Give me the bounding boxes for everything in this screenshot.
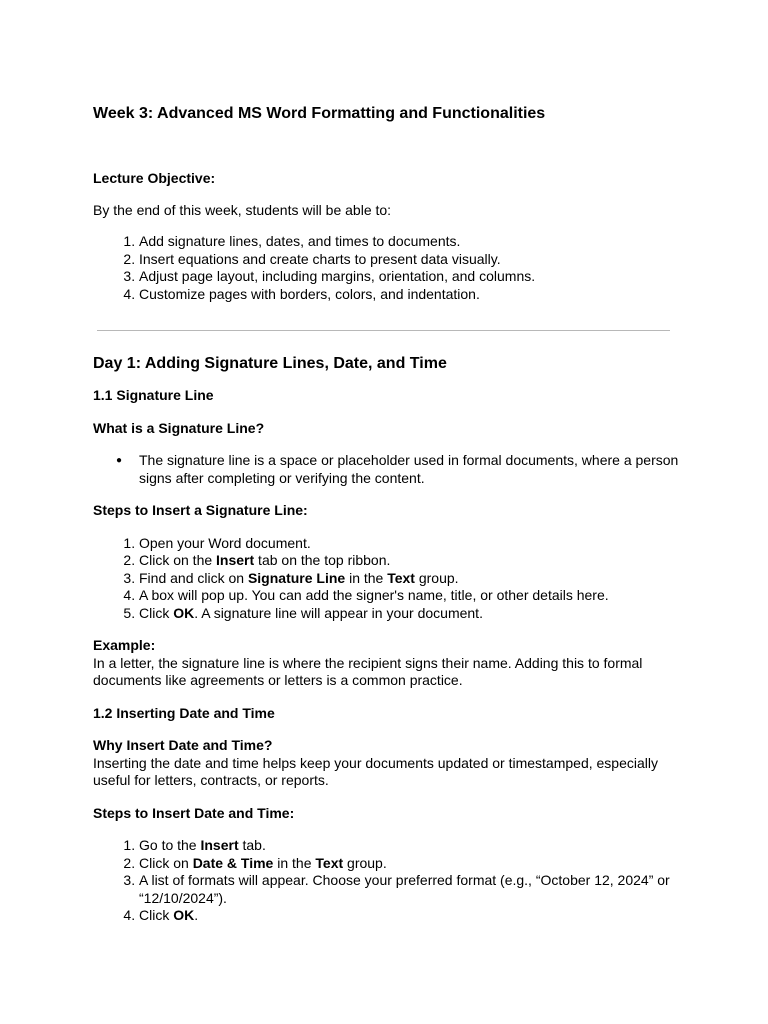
list-item xyxy=(139,605,683,623)
spacer xyxy=(93,188,683,202)
list-item: 4. Customize pages with borders, colors, and indentation. xyxy=(139,286,683,304)
list-item: 3. Adjust page layout, including margins, orientation, and columns. xyxy=(139,268,683,286)
step-text: tab on the top ribbon. xyxy=(254,552,391,568)
list-item xyxy=(139,907,683,925)
step-bold-text: Text xyxy=(315,854,344,871)
list-item xyxy=(139,855,683,873)
list-item xyxy=(139,535,683,553)
spacer xyxy=(93,437,683,452)
spacer xyxy=(93,520,683,535)
list-item xyxy=(139,872,683,907)
day1-heading: Day 1: Adding Signature Lines, Date, and Time xyxy=(93,355,447,372)
list-item xyxy=(139,587,683,605)
step-text: Click on the xyxy=(139,552,217,568)
spacer xyxy=(93,622,683,637)
spacer xyxy=(93,405,683,420)
step-text: Open your Word document. xyxy=(139,534,311,551)
step-text: in the xyxy=(345,569,388,586)
step-text: Click on xyxy=(139,854,193,871)
spacer xyxy=(93,124,683,170)
objective-heading: Lecture Objective: xyxy=(93,170,216,186)
date-steps-heading: Steps to Insert Date and Time: xyxy=(93,804,295,821)
step-text: Click xyxy=(139,907,174,923)
list-item: 1. Add signature lines, dates, and times to documents. xyxy=(139,233,683,251)
spacer xyxy=(93,219,683,233)
step-bold-text: Text xyxy=(387,569,415,586)
step-text: Go to the xyxy=(139,837,201,853)
spacer xyxy=(93,374,683,387)
list-item xyxy=(139,837,683,855)
list-item xyxy=(139,570,683,588)
date-why-text: Inserting the date and time helps keep your documents updated or timestamped, especially useful for letters, contracts, or reports. xyxy=(93,754,658,788)
spacer xyxy=(93,822,683,837)
list-item: ● The signature line is a space or placeholder used in formal documents, where a person signs after completing or verifying the content. xyxy=(139,452,683,487)
signature-what-list xyxy=(93,452,683,487)
spacer xyxy=(93,722,683,737)
step-bold-text: Insert xyxy=(200,837,239,853)
example-text: In a letter, the signature line is where the recipient signs their name. Adding this to formal documents like agreements or letters is a common practice. xyxy=(93,654,643,688)
spacer xyxy=(93,790,683,805)
spacer xyxy=(93,303,683,330)
page-title: Week 3: Advanced MS Word Formatting and Functionalities xyxy=(93,105,546,122)
step-bold-text: Date & Time xyxy=(192,854,274,871)
date-steps-list xyxy=(93,837,683,925)
signature-steps-list xyxy=(93,535,683,623)
step-text: group. xyxy=(343,854,387,871)
step-text: tab. xyxy=(238,837,266,853)
signature-what-heading: What is a Signature Line? xyxy=(93,419,265,436)
date-why-heading: Why Insert Date and Time? xyxy=(93,737,273,753)
spacer xyxy=(93,487,683,502)
step-text: . A signature line will appear in your document. xyxy=(194,604,483,621)
example-heading: Example: xyxy=(93,637,156,653)
signature-steps-heading: Steps to Insert a Signature Line: xyxy=(93,502,308,518)
signature-section-heading: 1.1 Signature Line xyxy=(93,387,214,403)
step-text: group. xyxy=(414,569,459,586)
step-bold-text: Signature Line xyxy=(247,569,346,586)
list-item xyxy=(139,552,683,570)
spacer xyxy=(93,690,683,705)
objective-list xyxy=(93,233,683,303)
step-text: A box will pop up. You can add the signer's name, title, or other details here. xyxy=(139,587,609,603)
objective-intro: By the end of this week, students will be able to: xyxy=(93,201,392,218)
step-bold-text: Insert xyxy=(216,552,255,568)
step-text: A list of formats will appear. Choose your preferred format (e.g., “October 12, 2024” or “12/10/2024”). xyxy=(139,872,670,906)
list-item: 2. Insert equations and create charts to present data visually. xyxy=(139,251,683,269)
step-text: Find and click on xyxy=(139,569,248,586)
spacer xyxy=(93,331,683,354)
step-text: . xyxy=(194,907,199,923)
step-bold-text: OK xyxy=(173,604,195,621)
step-bold-text: OK xyxy=(173,907,195,923)
date-section-heading: 1.2 Inserting Date and Time xyxy=(93,704,275,721)
step-text: Click xyxy=(139,604,174,621)
step-text: in the xyxy=(273,854,316,871)
document-page xyxy=(93,104,683,925)
